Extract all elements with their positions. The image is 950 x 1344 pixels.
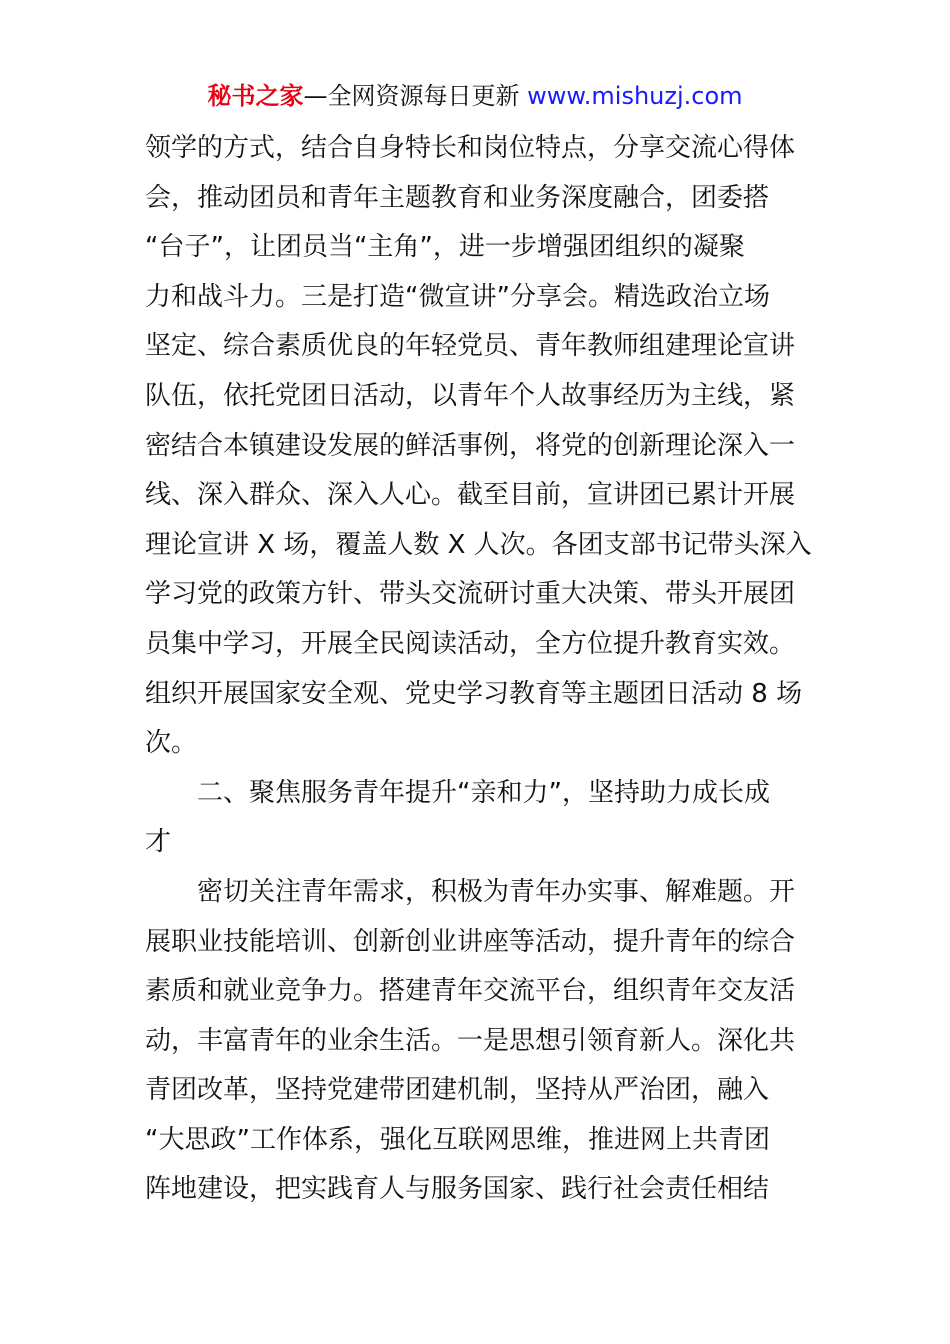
site-url: www.mishuzj.com (519, 82, 743, 110)
text-line: 动，丰富青年的业余生活。一是思想引领育新人。深化共 (145, 1025, 796, 1056)
brand-name: 秘书之家 (207, 82, 304, 110)
text-line: 组织开展国家安全观、党史学习教育等主题团日活动 8 场 (145, 678, 803, 709)
text-line: 密结合本镇建设发展的鲜活事例，将党的创新理论深入一 (145, 430, 796, 461)
text-line: 青团改革，坚持党建带团建机制，坚持从严治团，融入 (145, 1075, 770, 1106)
section-heading: 二、聚焦服务青年提升“亲和力”，坚持助力成长成 (197, 777, 770, 808)
text-line: 理论宣讲 X 场，覆盖人数 X 人次。各团支部书记带头深入 (145, 529, 812, 560)
text-line: 坚定、综合素质优良的年轻党员、青年教师组建理论宣讲 (145, 331, 796, 362)
header-tagline: —全网资源每日更新 (303, 82, 520, 110)
text-line: 领学的方式，结合自身特长和岗位特点，分享交流心得体 (145, 133, 796, 163)
document-body (145, 124, 815, 1215)
text-line: 队伍，依托党团日活动，以青年个人故事经历为主线，紧 (145, 380, 796, 411)
site-header (0, 78, 950, 114)
text-line: 次。 (145, 728, 198, 759)
text-line: 学习党的政策方针、带头交流研讨重大决策、带头开展团 (145, 579, 796, 610)
text-line: 力和战斗力。三是打造“微宣讲”分享会。精选政治立场 (145, 281, 770, 312)
section-heading-continuation: 才 (145, 827, 172, 858)
text-line: “台子”，让团员当“主角”，进一步增强团组织的凝聚 (145, 232, 745, 263)
text-line: 员集中学习，开展全民阅读活动，全方位提升教育实效。 (145, 628, 796, 659)
text-line: 线、深入群众、深入人心。截至目前，宣讲团已累计开展 (145, 480, 796, 511)
text-line: 密切关注青年需求，积极为青年办实事、解难题。开 (197, 876, 796, 907)
text-line: “大思政”工作体系，强化互联网思维，推进网上共青团 (145, 1124, 770, 1155)
text-line: 展职业技能培训、创新创业讲座等活动，提升青年的综合 (145, 926, 796, 957)
text-line: 阵地建设，把实践育人与服务国家、践行社会责任相结 (145, 1174, 770, 1205)
text-line: 会，推动团员和青年主题教育和业务深度融合，团委搭 (145, 182, 770, 213)
text-line: 素质和就业竞争力。搭建青年交流平台，组织青年交友活 (145, 976, 796, 1007)
